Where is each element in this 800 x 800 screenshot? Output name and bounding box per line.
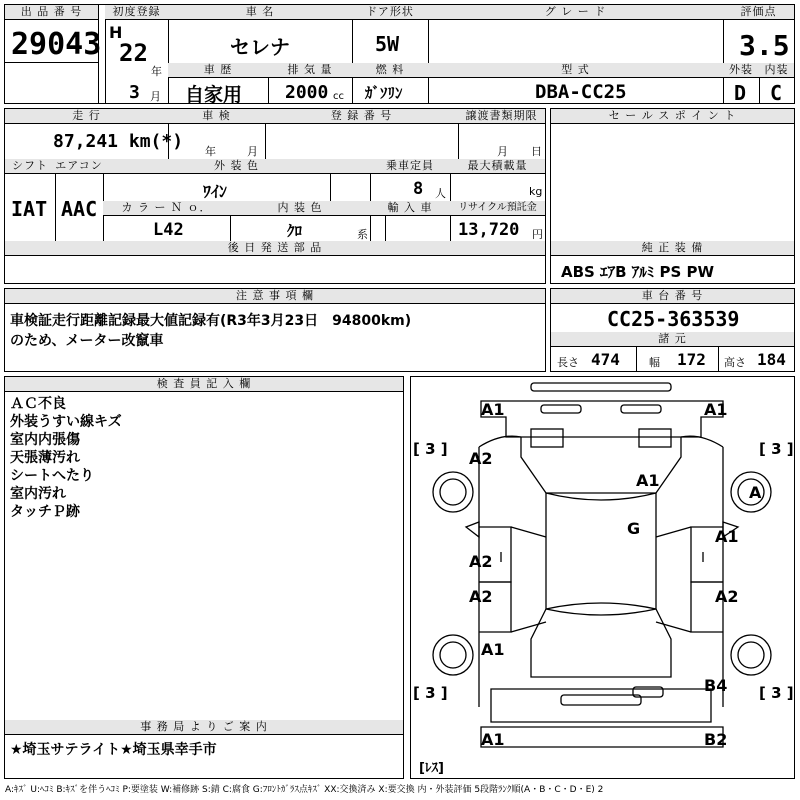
genuine-header: 純 正 装 備 (551, 241, 794, 256)
fuel: ｶﾞｿﾘﾝ (365, 84, 403, 102)
damage-mark-left-rear: A1 (481, 640, 505, 659)
score: 3.5 (739, 29, 790, 62)
auction-no-header: 出 品 番 号 (5, 5, 98, 20)
ext-color-header: 外 装 色 (103, 159, 370, 174)
caution-line-2: のため、メーター改竄車 (10, 333, 164, 349)
genuine-equipment: ABS ｴｱB ｱﾙﾐ PS PW (561, 263, 715, 281)
damage-mark-glass: G (627, 519, 641, 538)
auction-no: 29043 (11, 27, 102, 62)
exterior-grade: D (734, 81, 747, 105)
tire-depth-front-left: [ 3 ] (413, 440, 448, 458)
displacement: 2000 (285, 82, 329, 103)
damage-mark-right-door-front: A1 (715, 527, 739, 546)
ac: AAC (61, 197, 98, 221)
door-header: ドア形状 (352, 5, 428, 20)
reg-year: 22 (119, 39, 148, 67)
office-text: ★埼玉サテライト★埼玉県幸手市 (10, 742, 217, 758)
tire-depth-rear-right: [ 3 ] (759, 684, 794, 702)
inspection-header: 車 検 (168, 109, 265, 124)
height-label: 高さ (724, 356, 746, 369)
capacity-header: 乗車定員 (370, 159, 450, 174)
first-reg-header: 初度登録 (105, 5, 168, 20)
history-header: 車 歴 (168, 63, 268, 78)
inspector-note: 天張薄汚れ (10, 450, 80, 466)
damage-mark-right-wheel: A (749, 483, 762, 502)
damage-mark-left-door-rear: A2 (469, 587, 493, 606)
mileage: 87,241 km(*) (53, 131, 184, 152)
fuel-header: 燃 料 (352, 63, 428, 78)
shift: IAT (11, 197, 48, 221)
chassis-block (550, 288, 795, 372)
inspector-note: 外装うすい線キズ (10, 414, 122, 430)
office-header: 事 務 局 よ り ご 案 内 (5, 720, 403, 735)
color-no: L42 (153, 220, 184, 240)
top-block (4, 4, 795, 104)
door-type: 5W (375, 32, 400, 56)
month-unit: 月 (150, 90, 161, 103)
color-no-header: カ ラ ー Ｎ ｏ． (103, 201, 230, 216)
int-color-header: 内 装 色 (230, 201, 370, 216)
inspector-header: 検 査 員 記 入 欄 (5, 377, 403, 392)
model-code: DBA-CC25 (535, 81, 627, 103)
transfer-day-unit: 日 (531, 145, 542, 158)
recycle-header: リサイクル預託金 (450, 201, 545, 216)
import-header: 輸 入 車 (370, 201, 450, 216)
tire-depth-front-right: [ 3 ] (759, 440, 794, 458)
capacity: 8 (413, 179, 424, 199)
chassis-header: 車 台 番 号 (551, 289, 794, 304)
damage-mark-rear-left: A1 (481, 730, 505, 749)
length: 474 (591, 350, 620, 369)
shift-header: シフト (5, 159, 55, 174)
spare-tire: [ﾚｽ] (419, 761, 444, 776)
reg-no-header: 登 録 番 号 (265, 109, 458, 124)
capacity-unit: 人 (435, 187, 446, 200)
caution-header: 注 意 事 項 欄 (5, 289, 545, 304)
inspector-note: 室内汚れ (10, 486, 66, 502)
damage-mark-right-door-rear: A2 (715, 587, 739, 606)
chassis-number: CC25-363539 (607, 307, 740, 331)
inspection-month-unit: 月 (247, 145, 258, 158)
damage-mark-right-rear: B4 (704, 676, 728, 695)
sales-point-header: セ ー ル ス ポ イ ン ト (551, 109, 794, 124)
car-name: セレナ (230, 35, 290, 59)
damage-mark-left-fender: A2 (469, 449, 493, 468)
tire-depth-rear-left: [ 3 ] (413, 684, 448, 702)
load-unit: kg (529, 185, 543, 198)
spec-block (4, 108, 546, 284)
car-name-header: 車 名 (168, 5, 352, 20)
damage-mark-front-left: A1 (481, 400, 505, 419)
inspector-block (4, 376, 404, 779)
height: 184 (757, 350, 786, 369)
inspector-note: ＡＣ不良 (10, 396, 66, 412)
caution-block (4, 288, 546, 372)
reg-month: 3 (129, 82, 140, 103)
inspector-note: 室内内張傷 (10, 432, 80, 448)
damage-mark-front-right: A1 (704, 400, 728, 419)
length-label: 長さ (557, 356, 579, 369)
transfer-month-unit: 月 (497, 145, 508, 158)
ext-color: ﾜｲﾝ (203, 182, 228, 201)
interior-grade-header: 内装 (759, 63, 794, 78)
int-color: ｸﾛ (287, 222, 303, 240)
int-color-unit: 系 (357, 228, 368, 241)
inspector-note: タッチＰ跡 (10, 504, 80, 520)
load-header: 最大積載量 (450, 159, 545, 174)
year-unit: 年 (151, 65, 162, 78)
inspector-notes (10, 395, 122, 521)
damage-diagram (410, 376, 795, 779)
damage-mark-hood: A1 (636, 471, 660, 490)
spec-header: 諸 元 (551, 332, 794, 347)
displacement-header: 排 気 量 (268, 63, 352, 78)
exterior-grade-header: 外装 (723, 63, 759, 78)
model-header: 型 式 (428, 63, 723, 78)
car-outline (411, 377, 794, 778)
mileage-header: 走 行 (5, 109, 168, 124)
sales-point-block (550, 108, 795, 284)
later-parts-header: 後 日 発 送 部 品 (5, 241, 545, 256)
transfer-deadline-header: 譲渡書類期限 (458, 109, 545, 124)
era: H (109, 23, 123, 42)
displacement-unit: cc (333, 91, 344, 102)
interior-grade: C (770, 81, 783, 105)
damage-mark-left-door-front: A2 (469, 552, 493, 571)
caution-line-1: 車検証走行距離記録最大値記録有(R3年3月23日 94800km) (10, 313, 412, 329)
legend: A:ｷｽﾞ U:ﾍｺﾐ B:ｷｽﾞを伴うﾍｺﾐ P:要塗装 W:補修跡 S:錆 C:腐食 G:ﾌﾛﾝﾄｶﾞﾗｽ点ｷｽﾞ XX:交換済み X:要交換 内・外装評価 5段階ﾗﾝｸ順(A・B・C・D・E) 2 (5, 785, 604, 795)
score-header: 評価点 (723, 5, 794, 20)
width: 172 (677, 350, 706, 369)
inspection-year-unit: 年 (205, 145, 216, 158)
grade-header: グ レ ー ド (428, 5, 723, 20)
recycle-fee: 13,720 (458, 220, 520, 240)
recycle-unit: 円 (532, 228, 543, 241)
ac-header: エアコン (55, 159, 103, 172)
history: 自家用 (185, 84, 243, 106)
inspector-note: シートへたり (10, 468, 94, 484)
damage-mark-rear-right: B2 (704, 730, 728, 749)
width-label: 幅 (649, 356, 660, 369)
